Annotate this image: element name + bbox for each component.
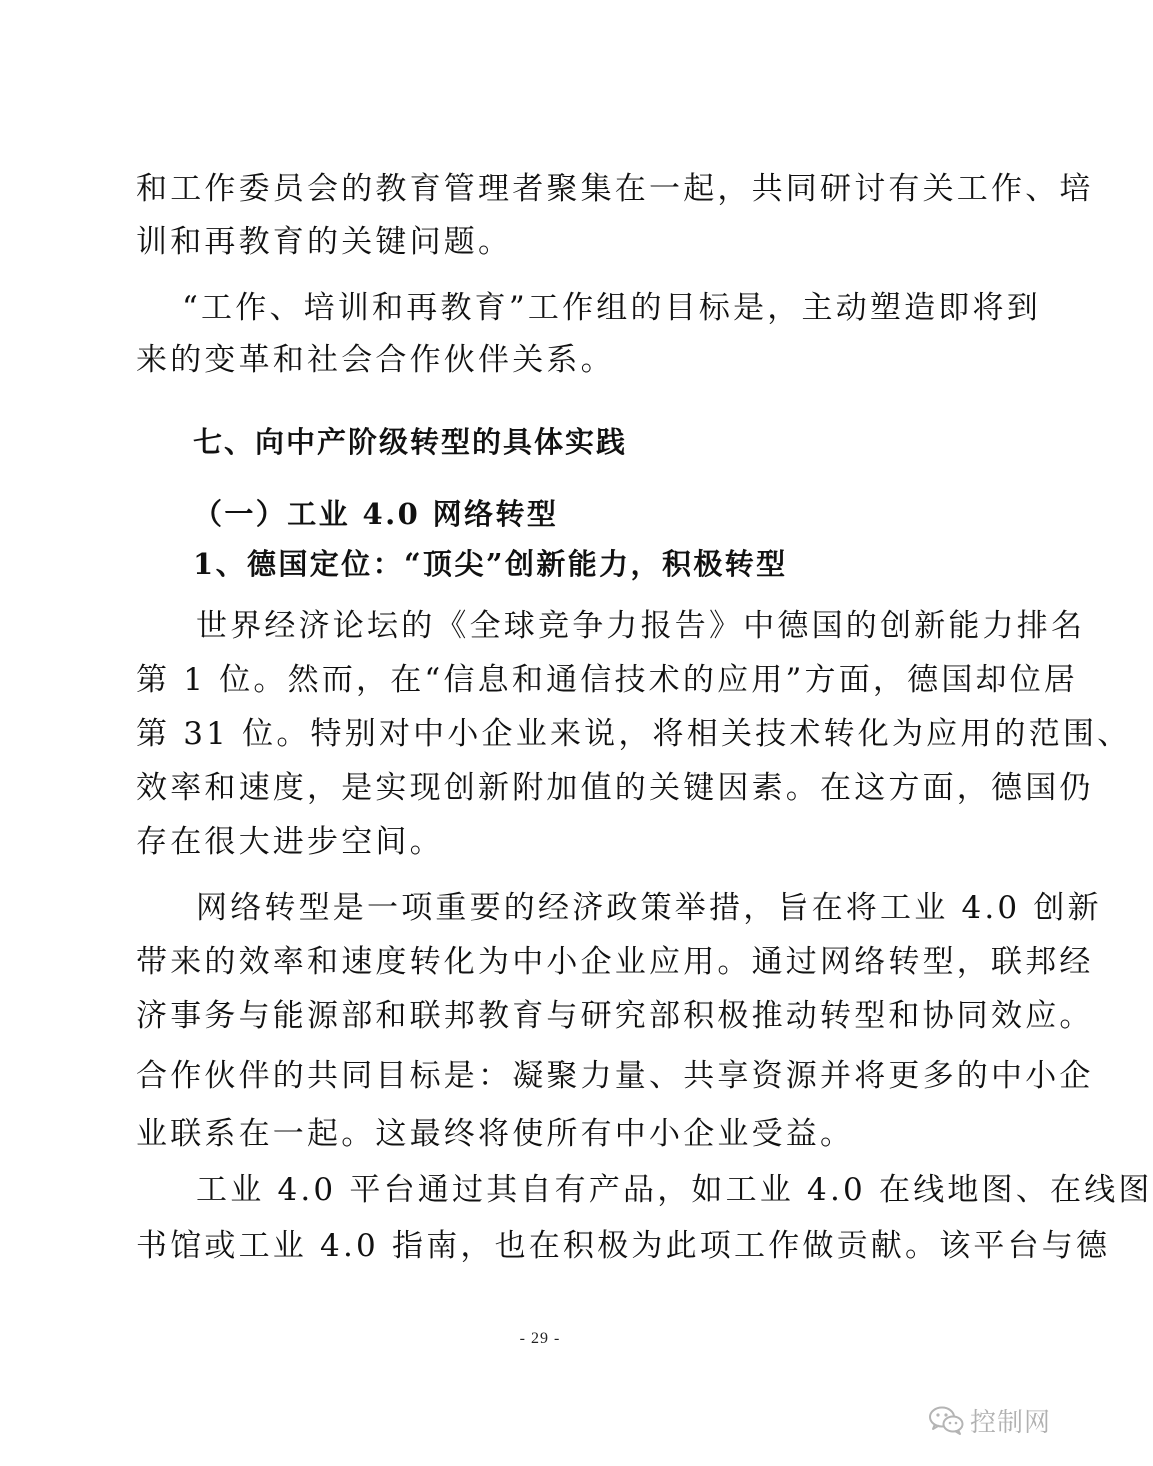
watermark [928, 1398, 1051, 1442]
subsection-heading: （一）工业 4.0 网络转型 [193, 497, 559, 531]
wechat-icon [928, 1405, 964, 1435]
paragraph-line: 合作伙伴的共同目标是：凝聚力量、共享资源并将更多的中小企 [136, 1058, 1094, 1094]
paragraph-line: 世界经济论坛的《全球竞争力报告》中德国的创新能力排名 [196, 608, 1086, 644]
page-number: - 29 - [519, 1330, 561, 1347]
paragraph-line: 第 1 位。然而，在“信息和通信技术的应用”方面，德国却位居 [136, 662, 1079, 698]
paragraph-line: 效率和速度，是实现创新附加值的关键因素。在这方面，德国仍 [136, 770, 1094, 806]
paragraph-line: 训和再教育的关键问题。 [136, 224, 513, 260]
paragraph-line: 存在很大进步空间。 [136, 824, 444, 860]
paragraph-line: 第 31 位。特别对中小企业来说，将相关技术转化为应用的范围、 [136, 716, 1132, 752]
paragraph-line: 济事务与能源部和联邦教育与研究部积极推动转型和协同效应。 [136, 998, 1094, 1034]
item-heading: 1、德国定位：“顶尖”创新能力，积极转型 [193, 547, 788, 581]
paragraph-line: 业联系在一起。这最终将使所有中小企业受益。 [136, 1116, 855, 1152]
paragraph-line: 书馆或工业 4.0 指南，也在积极为此项工作做贡献。该平台与德 [136, 1228, 1111, 1264]
paragraph-line: 带来的效率和速度转化为中小企业应用。通过网络转型，联邦经 [136, 944, 1094, 980]
section-heading: 七、向中产阶级转型的具体实践 [193, 425, 628, 459]
paragraph-line: 工业 4.0 平台通过其自有产品，如工业 4.0 在线地图、在线图 [196, 1172, 1153, 1208]
paragraph-line: 来的变革和社会合作伙伴关系。 [136, 342, 615, 378]
watermark-text: 控制网 [970, 1407, 1052, 1438]
paragraph-line: 和工作委员会的教育管理者聚集在一起，共同研讨有关工作、培 [136, 171, 1094, 207]
paragraph-line: “工作、培训和再教育”工作组的目标是，主动塑造即将到 [182, 290, 1041, 326]
paragraph-line: 网络转型是一项重要的经济政策举措，旨在将工业 4.0 创新 [196, 890, 1102, 926]
